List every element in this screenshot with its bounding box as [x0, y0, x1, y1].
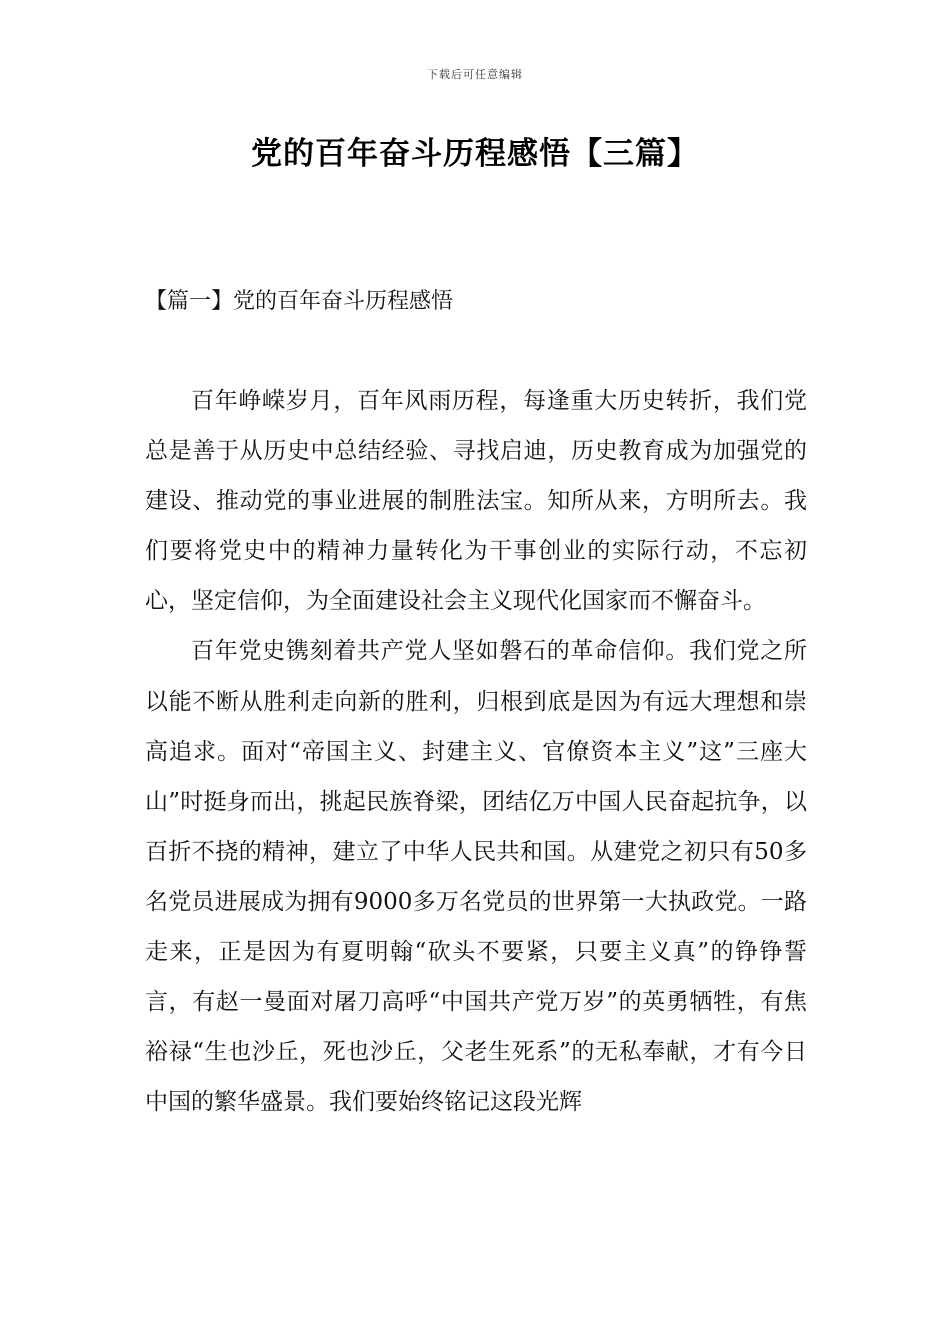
header-note: 下载后可任意编辑 — [427, 68, 523, 81]
document-body — [145, 376, 807, 1127]
paragraph-1: 百年峥嵘岁月，百年风雨历程，每逢重大历史转折，我们党总是善于从历史中总结经验、寻找启迪，历史教育成为加强党的建设、推动党的事业进展的制胜法宝。知所从来，方明所去。我们要将党史中的精神力量转化为干事创业的实际行动，不忘初心，坚定信仰，为全面建设社会主义现代化国家而不懈奋斗。 — [145, 388, 807, 615]
document-title: 党的百年奋斗历程感悟【三篇】 — [251, 136, 699, 172]
paragraph-2: 百年党史镌刻着共产党人坚如磐石的革命信仰。我们党之所以能不断从胜利走向新的胜利，归根到底是因为有远大理想和崇高追求。面对“帝国主义、封建主义、官僚资本主义”这”三座大山”时挺身而出，挑起民族脊梁，团结亿万中国人民奋起抗争，以百折不挠的精神，建立了中华人民共和国。从建党之初只有50多名党员进展成为拥有9000多万名党员的世界第一大执政党。一路走来，正是因为有夏明翰“砍头不要紧，只要主义真”的铮铮誓言，有赵一曼面对屠刀高呼“中国共产党万岁”的英勇牺牲，有焦裕禄“生也沙丘，死也沙丘，父老生死系”的无私奉献，才有今日中国的繁华盛景。我们要始终铭记这段光辉 — [145, 638, 807, 1116]
section-heading: 【篇一】党的百年奋斗历程感悟 — [145, 289, 454, 314]
